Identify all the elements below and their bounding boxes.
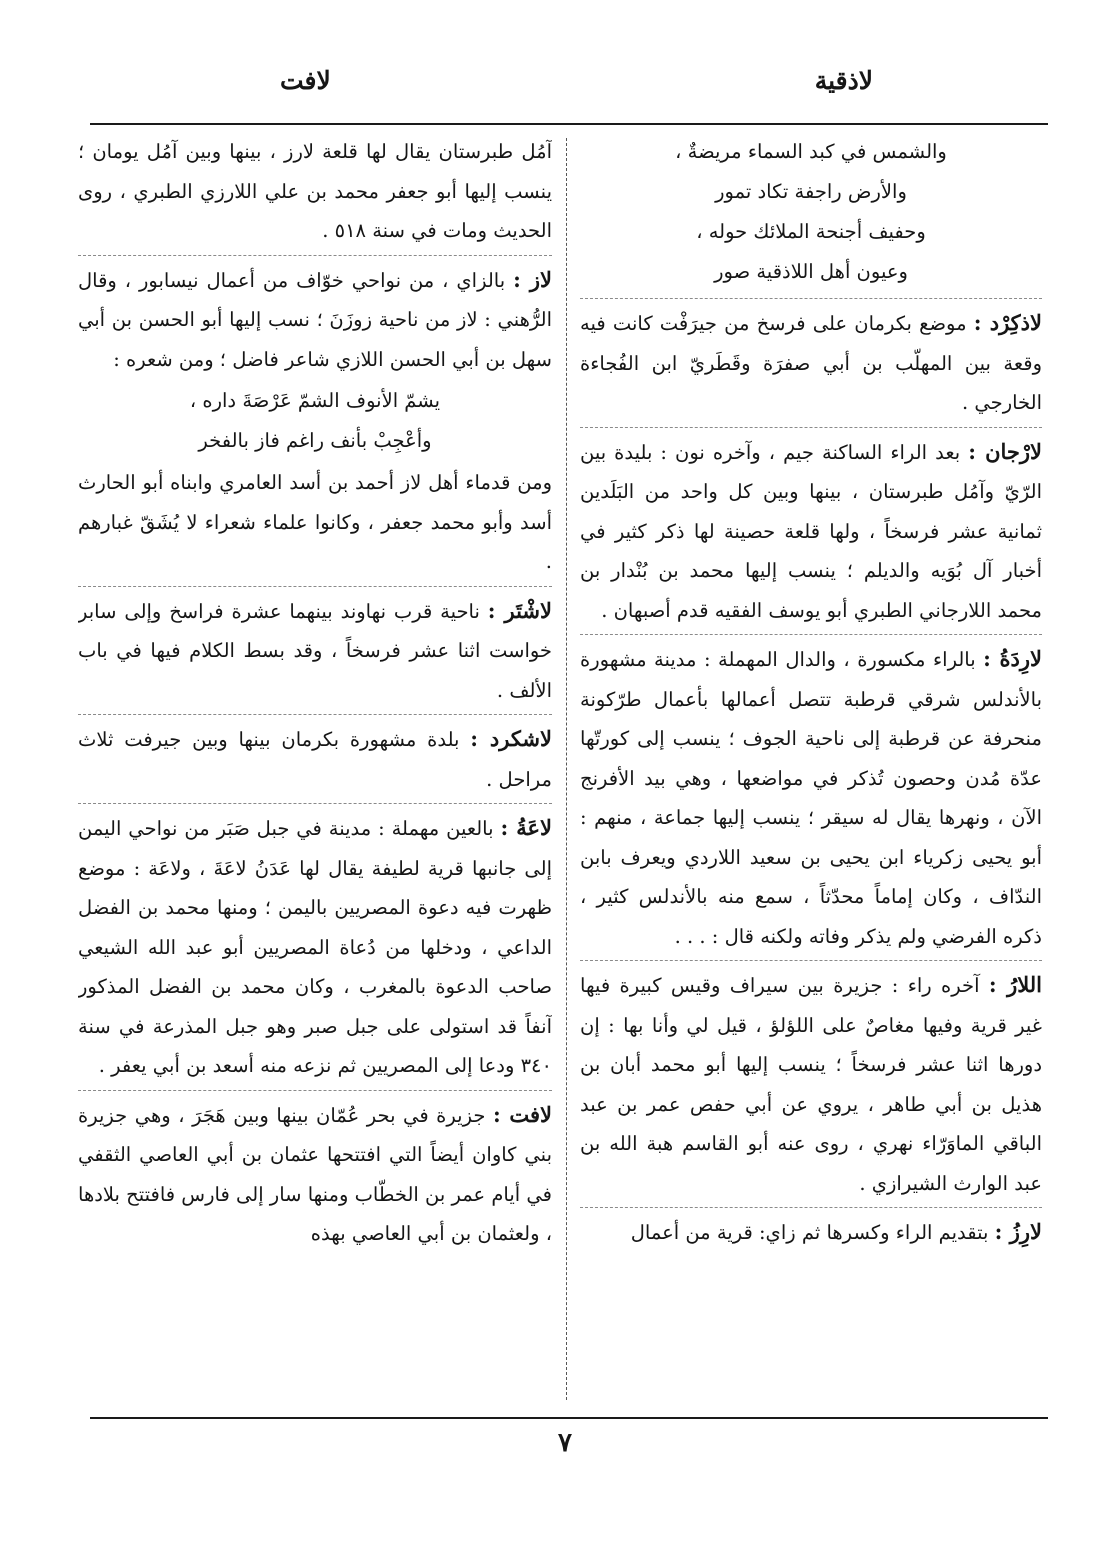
dictionary-entry-larida bbox=[580, 639, 1042, 961]
entry-headword: لارِزُ : bbox=[994, 1219, 1042, 1244]
entry-text: آمُل طبرستان يقال لها قلعة لارز ، بينها وبين آمُل يومان ؛ ينسب إليها أبو جعفر محمد بن علي اللارزي الطبري ، روى الحديث ومات في سنة ٥١٨ . bbox=[78, 140, 552, 242]
entry-text: بالراء مكسورة ، والدال المهملة : مدينة مشهورة بالأندلس شرقي قرطبة تتصل أعمالها بأعمال طرّكونة منحرفة عن قرطبة إلى ناحية الجوف ؛ ينسب إلى كورتّها عدّة مُدن وحصون تُذكر في مواضعها ، وهي بيد الأفرنج الآن ، ونهرها يقال له سيقر ؛ ينسب إليها جماعة ، منهم : أبو يحيى زكرياء ابن يحيى بن سعيد اللاردي ويعرف بابن الندّاف ، وكان إماماً محدّثاً ، سمع منه بالأندلس كثير ، ذكره الفرضي ولم يذكر وفاته ولكنه قال : . . . bbox=[580, 648, 1042, 948]
entry-headword: لافت : bbox=[492, 1101, 552, 1127]
dictionary-entry-ladhkird bbox=[580, 303, 1042, 428]
poem-verse-block bbox=[580, 132, 1042, 299]
verse-line: يشمّ الأنوف الشمّ عَرْصَةَ داره ، bbox=[189, 389, 441, 412]
verse-line: والأرض راجفة تكاد تمور bbox=[715, 180, 907, 203]
verse-line: والشمس في كبد السماء مريضةٌ ، bbox=[675, 140, 947, 163]
entry-text: جزيرة في بحر عُمّان بينها وبين هَجَرَ ، وهي جزيرة بني كاوان أيضاً التي افتتحها عثمان بن أبي العاصي الثقفي في أيام عمر بن الخطّاب ومنها سار إلى فارس فافتتح بلادها ، ولعثمان بن أبي العاصي بهذه bbox=[78, 1103, 552, 1245]
dictionary-entry-lashtar bbox=[78, 591, 552, 716]
poem-verse-block bbox=[78, 379, 552, 463]
running-header bbox=[95, 64, 1048, 108]
top-rule bbox=[90, 123, 1048, 125]
verse-line: وأعْجِبْ بأنف راغم فاز بالفخر bbox=[198, 429, 432, 452]
dictionary-entry-lashkird bbox=[78, 719, 552, 804]
entry-headword: لاز : bbox=[513, 266, 552, 292]
entry-text: بالعين مهملة : مدينة في جبل صَبَر من نواحي اليمن إلى جانبها قرية لطيفة يقال لها عَدَنُ لاعَةَ ، ولاعَة : موضع ظهرت فيه دعوة المصريين باليمن ؛ ومنها محمد بن الفضل الداعي ، ودخلها من دُعاة المصريين أبو عبد الله الشيعي صاحب الدعوة بالمغرب ، وكان محمد بن الفضل المذكور آنفاً قد استولى على جبل صبر وهو جبل المذرعة في سنة ٣٤٠ ودعا إلى المصريين ثم نزعه منه أسعد بن أبي يعفر . bbox=[78, 817, 552, 1077]
dictionary-entry-al-lar bbox=[580, 965, 1042, 1208]
page-number: ٧ bbox=[558, 1428, 572, 1458]
entry-text: ناحية قرب نهاوند بينهما عشرة فراسخ وإلى سابر خواست اثنا عشر فرسخاً ، وقد بسط الكلام فيها في باب الألف . bbox=[78, 599, 552, 702]
header-right-title: لاذقية bbox=[814, 66, 873, 95]
entry-text: بتقديم الراء وكسرها ثم زاي: قرية من أعمال bbox=[630, 1221, 989, 1244]
left-column bbox=[78, 132, 552, 1404]
entry-headword: لارْجان : bbox=[968, 438, 1042, 464]
header-left-title: لافت bbox=[280, 66, 331, 95]
column-divider bbox=[566, 138, 567, 1400]
dictionary-entry-laa bbox=[78, 808, 552, 1091]
dictionary-entry-lafit bbox=[78, 1095, 552, 1258]
bottom-rule bbox=[90, 1417, 1048, 1419]
entry-headword: لاعَةُ : bbox=[500, 815, 552, 840]
entry-headword: اللارُ : bbox=[988, 972, 1042, 997]
entry-text: موضع بكرمان على فرسخ من جيرَفْت كانت فيه وقعة بين المهلّب بن أبي صفرَة وقَطَريّ ابن الفُجاءة الخارجي . bbox=[580, 312, 1042, 414]
entry-headword: لاذكِرْد : bbox=[973, 310, 1042, 335]
verse-line: وحفيف أجنحة الملائك حوله ، bbox=[696, 220, 926, 243]
dictionary-entry-continued bbox=[78, 132, 552, 256]
entry-text: بعد الراء الساكنة جيم ، وآخره نون : بليدة بين الرّيّ وآمُل طبرستان ، بينها وبين كل واحد من البَلَدين ثمانية عشر فرسخاً ، ولها قلعة حصينة لها ذكر كثير في أخبار آل بُوَيه والديلم ؛ ينسب إليها محمد بن بُنْدار بن محمد اللارجاني الطبري أبو يوسف الفقيه قدم أصبهان . bbox=[580, 440, 1042, 622]
entry-headword: لارِدَةُ : bbox=[983, 646, 1042, 671]
right-column bbox=[580, 132, 1042, 1404]
entry-headword: لاشْتَر : bbox=[487, 597, 552, 623]
verse-line: وعيون أهل اللاذقية صور bbox=[714, 260, 908, 283]
dictionary-entry-laz bbox=[78, 260, 552, 587]
entry-text: بالزاي ، من نواحي خوّاف من أعمال نيسابور ، وقال الرُّهني : لاز من ناحية زوزَنَ ؛ نسب إليها أبو الحسن بن أبي سهل بن أبي الحسن اللازي شاعر فاضل ؛ ومن شعره : bbox=[78, 268, 552, 371]
entry-text-continued: ومن قدماء أهل لاز أحمد بن أسد العامري وابناه أبو الحارث أسد وأبو محمد جعفر ، وكانوا علماء شعراء لا يُشَقّ غبارهم . bbox=[78, 471, 552, 573]
dictionary-entry-lariz bbox=[580, 1212, 1042, 1257]
entry-text: بلدة مشهورة بكرمان بينها وبين جيرفت ثلاث مراحل . bbox=[78, 728, 552, 791]
dictionary-entry-larjan bbox=[580, 432, 1042, 636]
entry-text: آخره راء : جزيرة بين سيراف وقيس كبيرة فيها غير قرية وفيها مغاصٌ على اللؤلؤ ، قيل لي وأنا بها : إن دورها اثنا عشر فرسخاً ؛ ينسب إليها أبو محمد أبان بن هذيل بن أبي طاهر ، يروي عن أبي حفص عمر بن عبد الباقي الماوَرّاء نهري ، روى عنه أبو القاسم هبة الله بن عبد الوارث الشيرازي . bbox=[580, 974, 1042, 1195]
entry-headword: لاشكرد : bbox=[470, 726, 552, 751]
